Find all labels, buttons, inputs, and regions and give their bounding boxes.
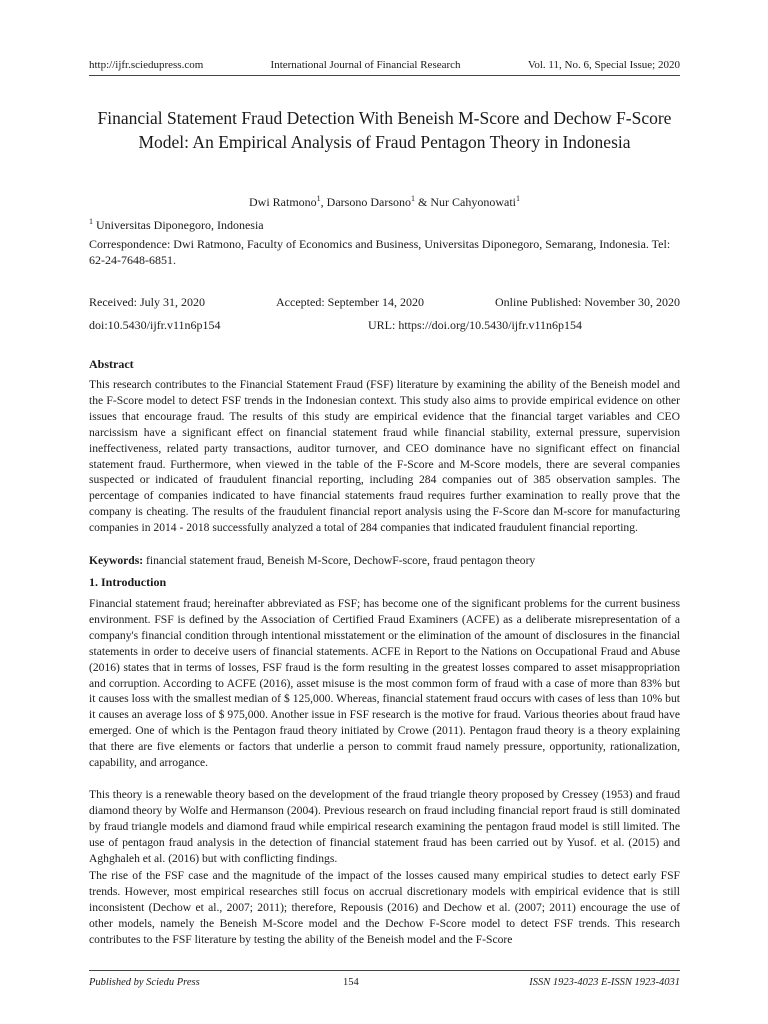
keywords-label: Keywords: — [89, 554, 144, 567]
author-name: Nur Cahyonowati — [430, 195, 516, 209]
affiliation-mark: 1 — [89, 217, 93, 226]
doi-url[interactable]: URL: https://doi.org/10.5430/ijfr.v11n6p154 — [368, 318, 583, 332]
affiliation — [89, 217, 264, 233]
issn: ISSN 1923-4023 E-ISSN 1923-4031 — [529, 977, 680, 988]
journal-name: International Journal of Financial Research — [270, 59, 461, 71]
paper-title: Financial Statement Fraud Detection With Beneish M-Score and Dechow F-Score Model: An Empirical Analysis of Fraud Pentagon Theory in Indonesia — [97, 108, 672, 152]
doi-row — [89, 317, 680, 333]
published-date: Online Published: November 30, 2020 — [495, 295, 680, 309]
author-affil-mark: 1 — [516, 194, 520, 203]
accepted-date: Accepted: September 14, 2020 — [276, 295, 424, 309]
body-paragraph: This theory is a renewable theory based on the development of the fraud triangle theory proposed by Cressey (1953) and fraud diamond theory by Wolfe and Hermanson (2004). Previous research on fraud including financial report fraud is still dominated by fraud triangle models and diamond fraud while empirical research examining the pentagon fraud model is still limited. The use of pentagon fraud analysis in the detection of financial statement fraud has been carried out by Yusof. et al. (2015) and Aghghaleh et al. (2016) but with conflicting findings. — [89, 788, 680, 865]
page-number: 154 — [343, 977, 359, 988]
body-paragraph: The rise of the FSF case and the magnitude of the impact of the losses caused many empirical studies to detect early FSF trends. However, most empirical researches still focus on accrual discretionary models with empirical evidence that is still inconsistent (Dechow et al., 2007; 2011); therefore, Repousis (2016) and Dechow et al. (2007; 2011) encourage the use of other models, namely the Beneish M-Score model and the Dechow F-Score model to detect FSF trends. This research contributes to the FSF literature by testing the ability of the Beneish model and the F-Score — [89, 869, 680, 946]
keywords-text: financial statement fraud, Beneish M-Score, DechowF-score, fraud pentagon theory — [143, 554, 536, 567]
author-separator: , — [320, 195, 327, 209]
publisher: Published by Sciedu Press — [89, 977, 200, 988]
received-date: Received: July 31, 2020 — [89, 295, 205, 309]
abstract-text: This research contributes to the Financial Statement Fraud (FSF) literature by examining the ability of the Beneish model and the F-Score model to detect FSF trends in the Indonesian context. This study also aims to provide empirical evidence on other issues that encourage fraud. The results of this study are empirical evidence that the financial target variables and CEO narcissism have a significant effect on financial statement fraud while financial stability, external pressure, supervision ineffectiveness, related party transactions, auditor turnover, and CEO dominance have no significant effect on financial statement fraud. Furthermore, when viewed in the table of the F-Score and M-Score models, there are several companies suspected or indicated of fraudulent financial reporting, including 284 companies out of 385 observation samples. The percentage of companies indicated to have financial statements fraud requires further examination to really prove that the company is cheating. The results of the fraudulent financial report analysis using the F-Score dan M-score for manufacturing companies in 2014 - 2018 successfully analyzed a total of 284 companies that indicated fraudulent financial reporting. — [89, 378, 680, 535]
body-paragraph: Financial statement fraud; hereinafter abbreviated as FSF; has become one of the significant problems for the current business environment. FSF is defined by the Association of Certified Fraud Examiners (ACFE) as a deliberate misrepresentation of a company's financial condition through intentional misstatement or the elimination of the amount of disclosures in the financial statements in order to deceive users of financial statements. ACFE in Report to the Nations on Occupational Fraud and Abuse (2016) states that in terms of losses, FSF fraud is the form resulting in the greatest losses compared to asset misappropriation and corruption. According to ACFE (2016), asset misuse is the most common form of fraud with a case of more than 83% but it causes loss with the smallest median of $ 125,000. Whereas, financial statement fraud occurs with cases of less than 10% but it causes an average loss of $ 975,000. Another issue in FSF research is the motive for fraud. Various theories about fraud have emerged. One of which is the Pentagon fraud theory initiated by Crowe (2011). Pentagon fraud theory is a theory explaining that there are five elements or factors that underlie a person to commit fraud namely pressure, opportunity, rationalization, capability, and arrogance. — [89, 597, 680, 770]
author-name: Dwi Ratmono — [249, 195, 317, 209]
author-affil-mark: 1 — [411, 194, 415, 203]
publication-dates — [89, 294, 680, 310]
doi: doi:10.5430/ijfr.v11n6p154 — [89, 318, 221, 332]
page-footer — [89, 970, 680, 988]
journal-url[interactable]: http://ijfr.sciedupress.com — [89, 59, 204, 71]
author-name: Darsono Darsono — [326, 195, 411, 209]
section-heading: 1. Introduction — [89, 575, 167, 589]
correspondence: Correspondence: Dwi Ratmono, Faculty of Economics and Business, Universitas Diponegoro, Semarang, Indonesia. Tel: 62-24-7648-6851. — [89, 237, 671, 267]
volume-info: Vol. 11, No. 6, Special Issue; 2020 — [527, 59, 680, 71]
affiliation-text: Universitas Diponegoro, Indonesia — [93, 218, 264, 232]
author-list — [89, 194, 680, 210]
author-separator: & — [415, 195, 431, 209]
keywords — [89, 553, 680, 569]
running-header — [89, 58, 680, 76]
author-affil-mark: 1 — [316, 194, 321, 203]
abstract-heading: Abstract — [89, 357, 134, 371]
